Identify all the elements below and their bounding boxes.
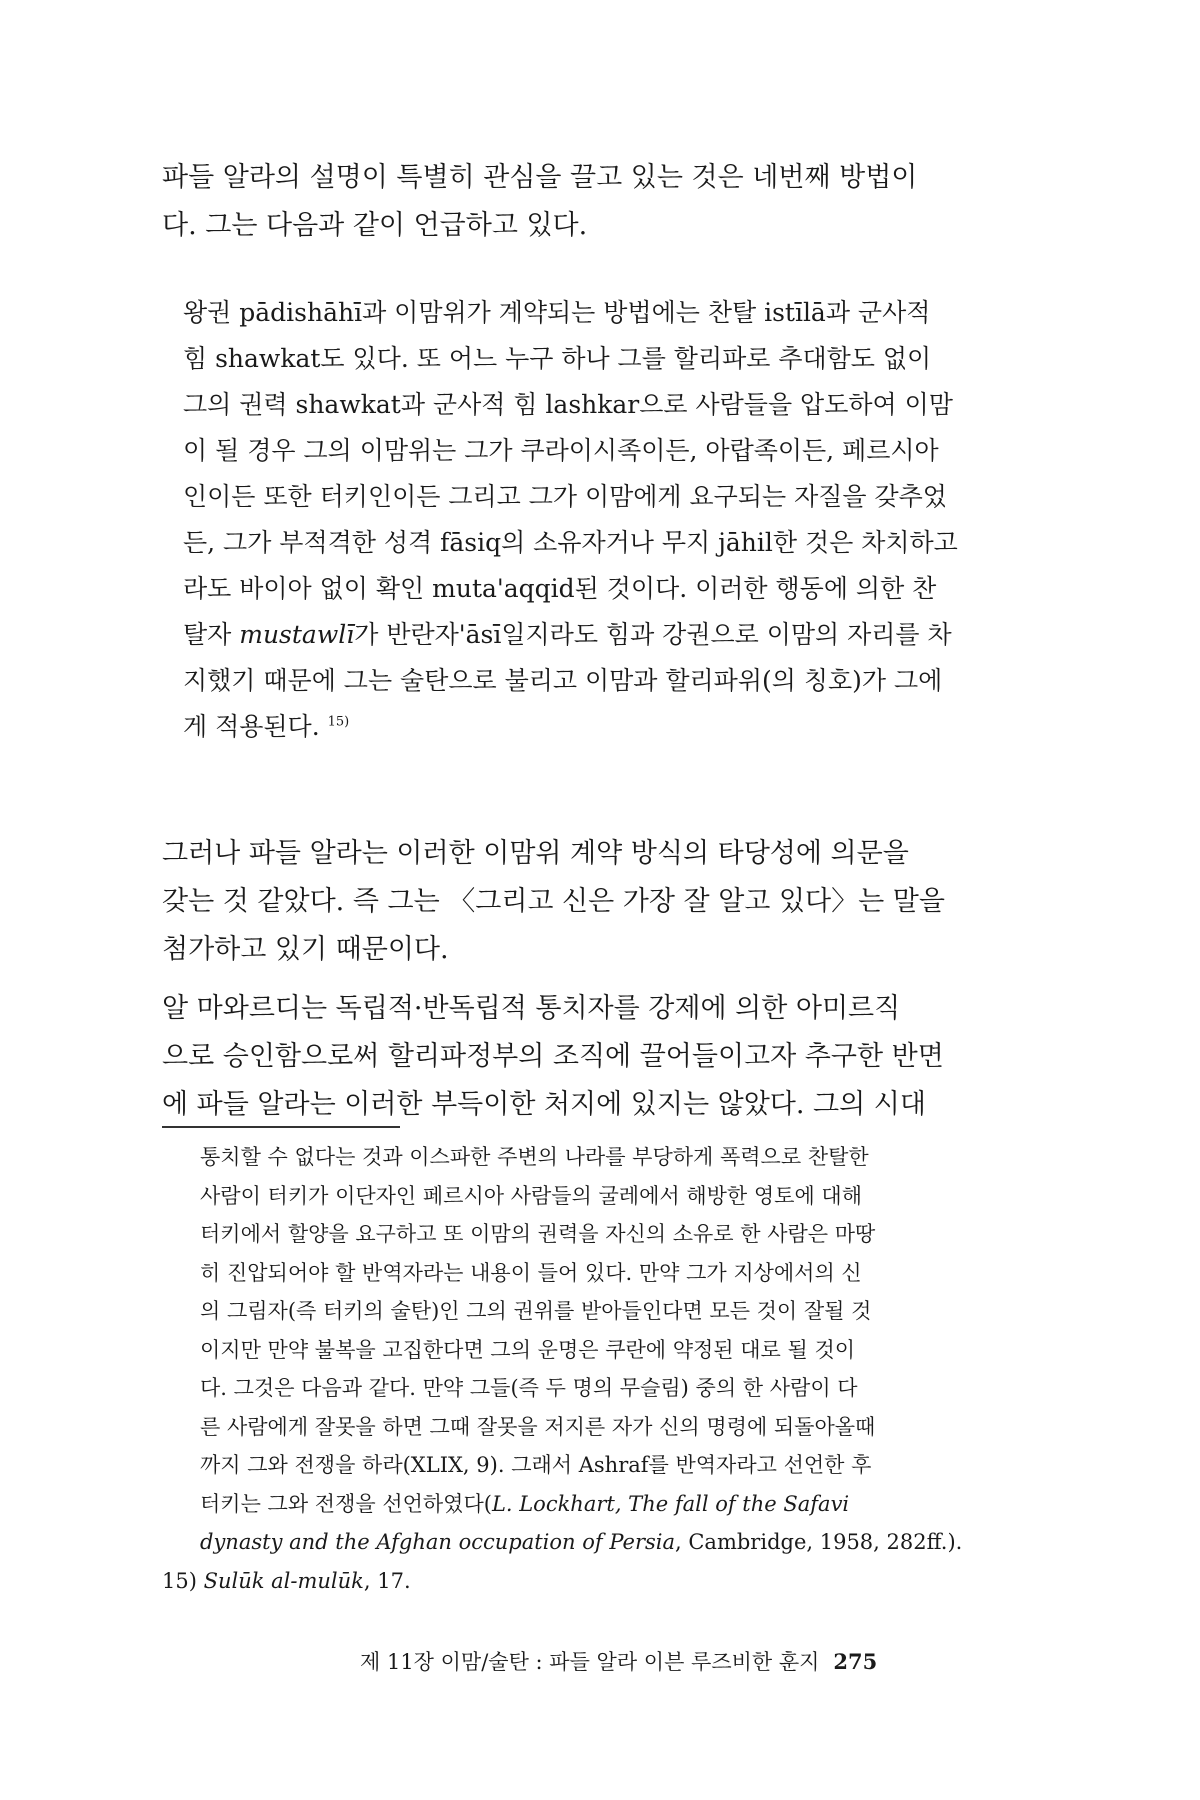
citation-italic: dynasty and the Afghan occupation of Persia bbox=[200, 1530, 676, 1554]
quote-line: 라도 바이아 없이 확인 muta'aqqid된 것이다. 이러한 행동에 의한 찬 bbox=[183, 574, 937, 603]
paragraph-1 bbox=[162, 154, 1022, 250]
footnote-text: 터키는 그와 전쟁을 선언하였다( bbox=[200, 1491, 492, 1516]
citation-italic: Sulūk al-mulūk bbox=[203, 1568, 364, 1593]
footnote-15 bbox=[162, 1562, 1022, 1601]
footnote-line: 의 그림자(즉 터키의 술탄)인 그의 권위를 받아들인다면 모든 것이 잘될 것 bbox=[200, 1299, 872, 1323]
footnote-marker: 15) bbox=[327, 714, 350, 730]
text-line: 다. 그는 다음과 같이 언급하고 있다. bbox=[162, 210, 588, 241]
footnote-line: 까지 그와 전쟁을 하라(XLIX, 9). 그래서 Ashraf를 반역자라고 선언한 후 bbox=[200, 1453, 872, 1477]
quote-italic-term: mustawlī bbox=[239, 620, 355, 649]
paragraph-2 bbox=[162, 830, 1022, 974]
footnotes bbox=[162, 1138, 1022, 1600]
text-line: 으로 승인함으로써 할리파정부의 조직에 끌어들이고자 추구한 반면 bbox=[162, 1041, 944, 1072]
footnote-line: 사람이 터키가 이단자인 페르시아 사람들의 굴레에서 해방한 영토에 대해 bbox=[200, 1183, 862, 1208]
quote-line: 든, 그가 부적격한 성격 fāsiq의 소유자거나 무지 jāhil한 것은 차치하고 bbox=[183, 528, 958, 557]
paragraph-3 bbox=[162, 985, 1022, 1129]
text-line: 그러나 파들 알라는 이러한 이맘위 계약 방식의 타당성에 의문을 bbox=[162, 838, 909, 869]
quote-line bbox=[183, 612, 1023, 658]
footnote-number: 15) bbox=[162, 1568, 204, 1593]
page-number: 275 bbox=[833, 1649, 878, 1674]
quote-text: 게 적용된다. bbox=[183, 712, 320, 741]
quote-line: 왕권 pādishāhī과 이맘위가 계약되는 방법에는 찬탈 istīlā과 군사적 bbox=[183, 298, 931, 327]
chapter-title: 제 11장 이맘/술탄 : 파들 알라 이븐 루즈비한 훈지 bbox=[360, 1650, 820, 1674]
footnote-line: 다. 그것은 다음과 같다. 만약 그들(즉 두 명의 무슬림) 중의 한 사람이 다 bbox=[200, 1376, 858, 1400]
text-line: 알 마와르디는 독립적·반독립적 통치자를 강제에 의한 아미르직 bbox=[162, 993, 901, 1024]
quote-text: 탈자 bbox=[183, 620, 240, 649]
quote-line: 지했기 때문에 그는 술탄으로 불리고 이맘과 할리파위(의 칭호)가 그에 bbox=[183, 666, 943, 695]
quote-line: 이 될 경우 그의 이맘위는 그가 쿠라이시족이든, 아랍족이든, 페르시아 bbox=[183, 436, 939, 465]
quote-line: 인이든 또한 터키인이든 그리고 그가 이맘에게 요구되는 자질을 갖추었 bbox=[183, 482, 947, 511]
quote-text: 가 반란자'āsī일지라도 힘과 강권으로 이맘의 자리를 차 bbox=[354, 620, 952, 649]
footnote-line: 터키에서 할양을 요구하고 또 이맘의 권력을 자신의 소유로 한 사람은 마땅 bbox=[200, 1222, 876, 1246]
text-line: 에 파들 알라는 이러한 부득이한 처지에 있지는 않았다. 그의 시대 bbox=[162, 1089, 926, 1120]
footnote-text: , 17. bbox=[363, 1568, 411, 1593]
footnote-line bbox=[162, 1523, 1022, 1562]
quote-line: 그의 권력 shawkat과 군사적 힘 lashkar으로 사람들을 압도하여 이맘 bbox=[183, 390, 953, 419]
footnote-line: 이지만 만약 불복을 고집한다면 그의 운명은 쿠란에 약정된 대로 될 것이 bbox=[200, 1337, 856, 1362]
footnote-line: 히 진압되어야 할 반역자라는 내용이 들어 있다. 만약 그가 지상에서의 신 bbox=[200, 1260, 862, 1285]
text-line: 첨가하고 있기 때문이다. bbox=[162, 934, 449, 965]
footnote-text: , Cambridge, 1958, 282ff.). bbox=[675, 1530, 963, 1554]
quote-line bbox=[183, 704, 1023, 750]
footnote-line: 통치할 수 없다는 것과 이스파한 주변의 나라를 부당하게 폭력으로 찬탈한 bbox=[200, 1145, 869, 1169]
running-footer bbox=[360, 1646, 1020, 1676]
quote-line: 힘 shawkat도 있다. 또 어느 누구 하나 그를 할리파로 추대함도 없이 bbox=[183, 344, 932, 373]
footnote-line bbox=[162, 1485, 1022, 1524]
block-quote bbox=[183, 290, 1023, 750]
footnote-divider bbox=[162, 1126, 400, 1128]
text-line: 파들 알라의 설명이 특별히 관심을 끌고 있는 것은 네번째 방법이 bbox=[162, 162, 918, 193]
text-line: 갖는 것 같았다. 즉 그는 〈그리고 신은 가장 잘 알고 있다〉는 말을 bbox=[162, 886, 945, 917]
citation-italic: L. Lockhart, The fall of the Safavi bbox=[491, 1491, 850, 1516]
footnote-line: 른 사람에게 잘못을 하면 그때 잘못을 저지른 자가 신의 명령에 되돌아올때 bbox=[200, 1414, 876, 1439]
